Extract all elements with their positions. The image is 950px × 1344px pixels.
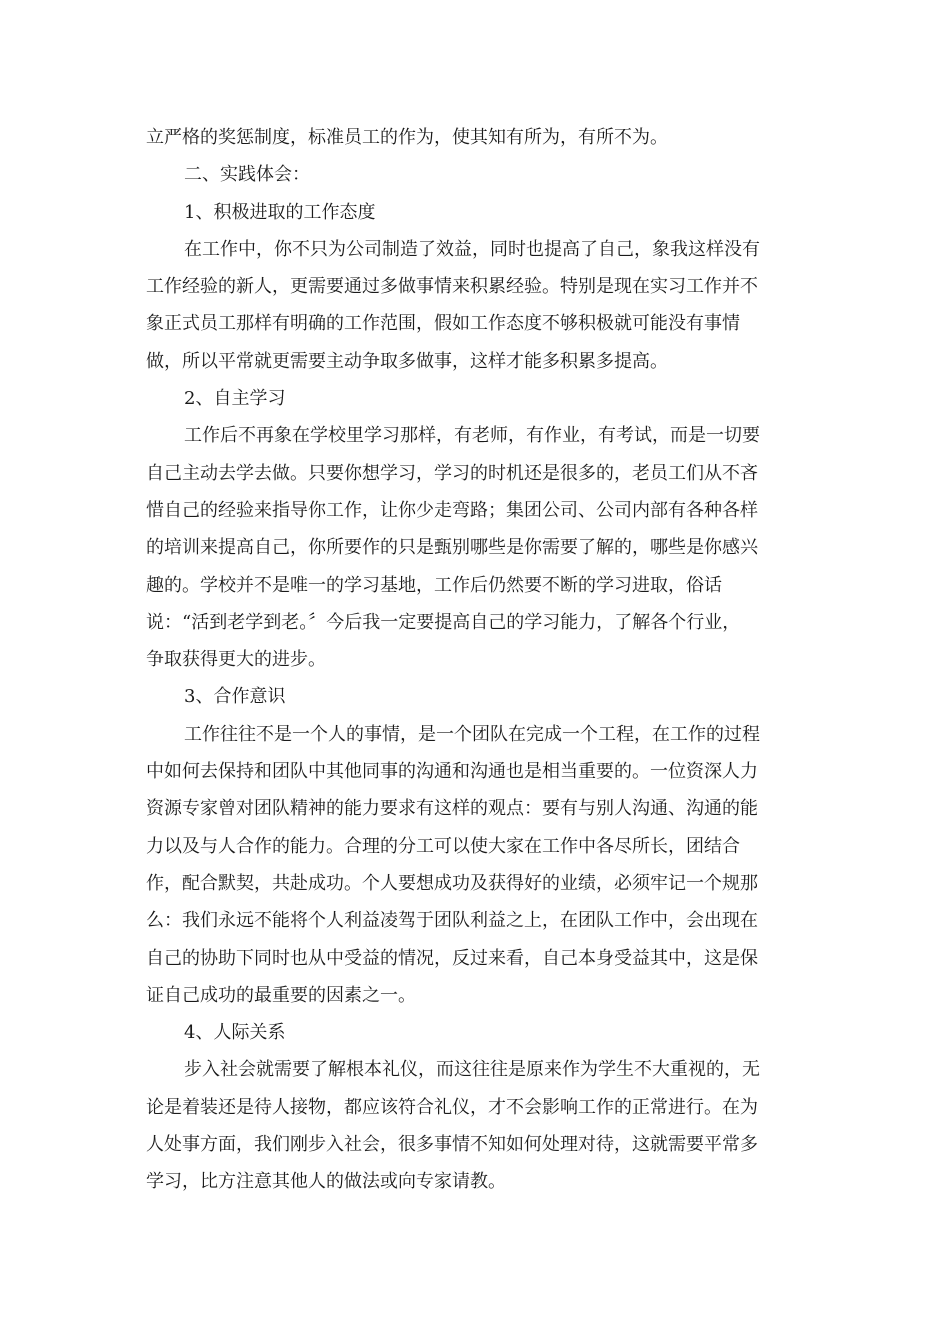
text-line: 做，所以平常就更需要主动争取多做事，这样才能多积累多提高。 xyxy=(146,350,668,372)
text-line: 论是着装还是待人接物，都应该符合礼仪，才不会影响工作的正常进行。在为 xyxy=(146,1096,758,1118)
text-line: 学习，比方注意其他人的做法或向专家请教。 xyxy=(146,1171,506,1193)
text-line: 工作经验的新人，更需要通过多做事情来积累经验。特别是现在实习工作并不 xyxy=(146,276,758,298)
text-line: 工作往往不是一个人的事情，是一个团队在完成一个工程，在工作的过程 xyxy=(184,723,760,745)
text-line: 立严格的奖惩制度，标准员工的作为，使其知有所为，有所不为。 xyxy=(146,127,668,148)
text-line: 自己的协助下同时也从中受益的情况，反过来看，自己本身受益其中，这是保 xyxy=(146,947,758,969)
text-line: 2、自主学习 xyxy=(184,388,286,410)
text-line: 证自己成功的最重要的因素之一。 xyxy=(146,984,416,1006)
text-line: 1、积极进取的工作态度 xyxy=(184,201,376,223)
text-line: 么：我们永远不能将个人利益凌驾于团队利益之上，在团队工作中，会出现在 xyxy=(146,910,758,932)
text-line: 在工作中，你不只为公司制造了效益，同时也提高了自己，象我这样没有 xyxy=(184,238,760,260)
text-line: 力以及与人合作的能力。合理的分工可以使大家在工作中各尽所长，团结合 xyxy=(146,835,740,857)
text-line: 惜自己的经验来指导你工作，让你少走弯路；集团公司、公司内部有各种各样 xyxy=(146,499,758,521)
text-line: 工作后不再象在学校里学习那样，有老师，有作业，有考试，而是一切要 xyxy=(184,425,760,447)
text-line: 自己主动去学去做。只要你想学习，学习的时机还是很多的，老员工们从不吝 xyxy=(146,462,758,484)
text-line: 象正式员工那样有明确的工作范围，假如工作态度不够积极就可能没有事情 xyxy=(146,313,740,335)
text-line: 3、合作意识 xyxy=(184,686,286,708)
text-line: 二、实践体会： xyxy=(184,164,310,186)
text-line: 步入社会就需要了解根本礼仪，而这往往是原来作为学生不大重视的，无 xyxy=(184,1059,760,1081)
text-line: 资源专家曾对团队精神的能力要求有这样的观点：要有与别人沟通、沟通的能 xyxy=(146,798,758,820)
text-line: 人处事方面，我们刚步入社会，很多事情不知如何处理对待，这就需要平常多 xyxy=(146,1134,758,1156)
text-line: 4、人际关系 xyxy=(184,1022,286,1044)
document-body xyxy=(146,119,806,1201)
text-line: 的培训来提高自己，你所要作的只是甄别哪些是你需要了解的，哪些是你感兴 xyxy=(146,537,758,559)
text-line: 趣的。学校并不是唯一的学习基地，工作后仍然要不断的学习进取，俗话 xyxy=(146,574,722,596)
text-line: 争取获得更大的进步。 xyxy=(146,649,326,671)
text-line: 作，配合默契，共赴成功。个人要想成功及获得好的业绩，必须牢记一个规那 xyxy=(146,872,758,894)
text-line: 中如何去保持和团队中其他同事的沟通和沟通也是相当重要的。一位资深人力 xyxy=(146,761,758,783)
text-line: 说：“活到老学到老。〞今后我一定要提高自己的学习能力，了解各个行业， xyxy=(146,611,741,633)
